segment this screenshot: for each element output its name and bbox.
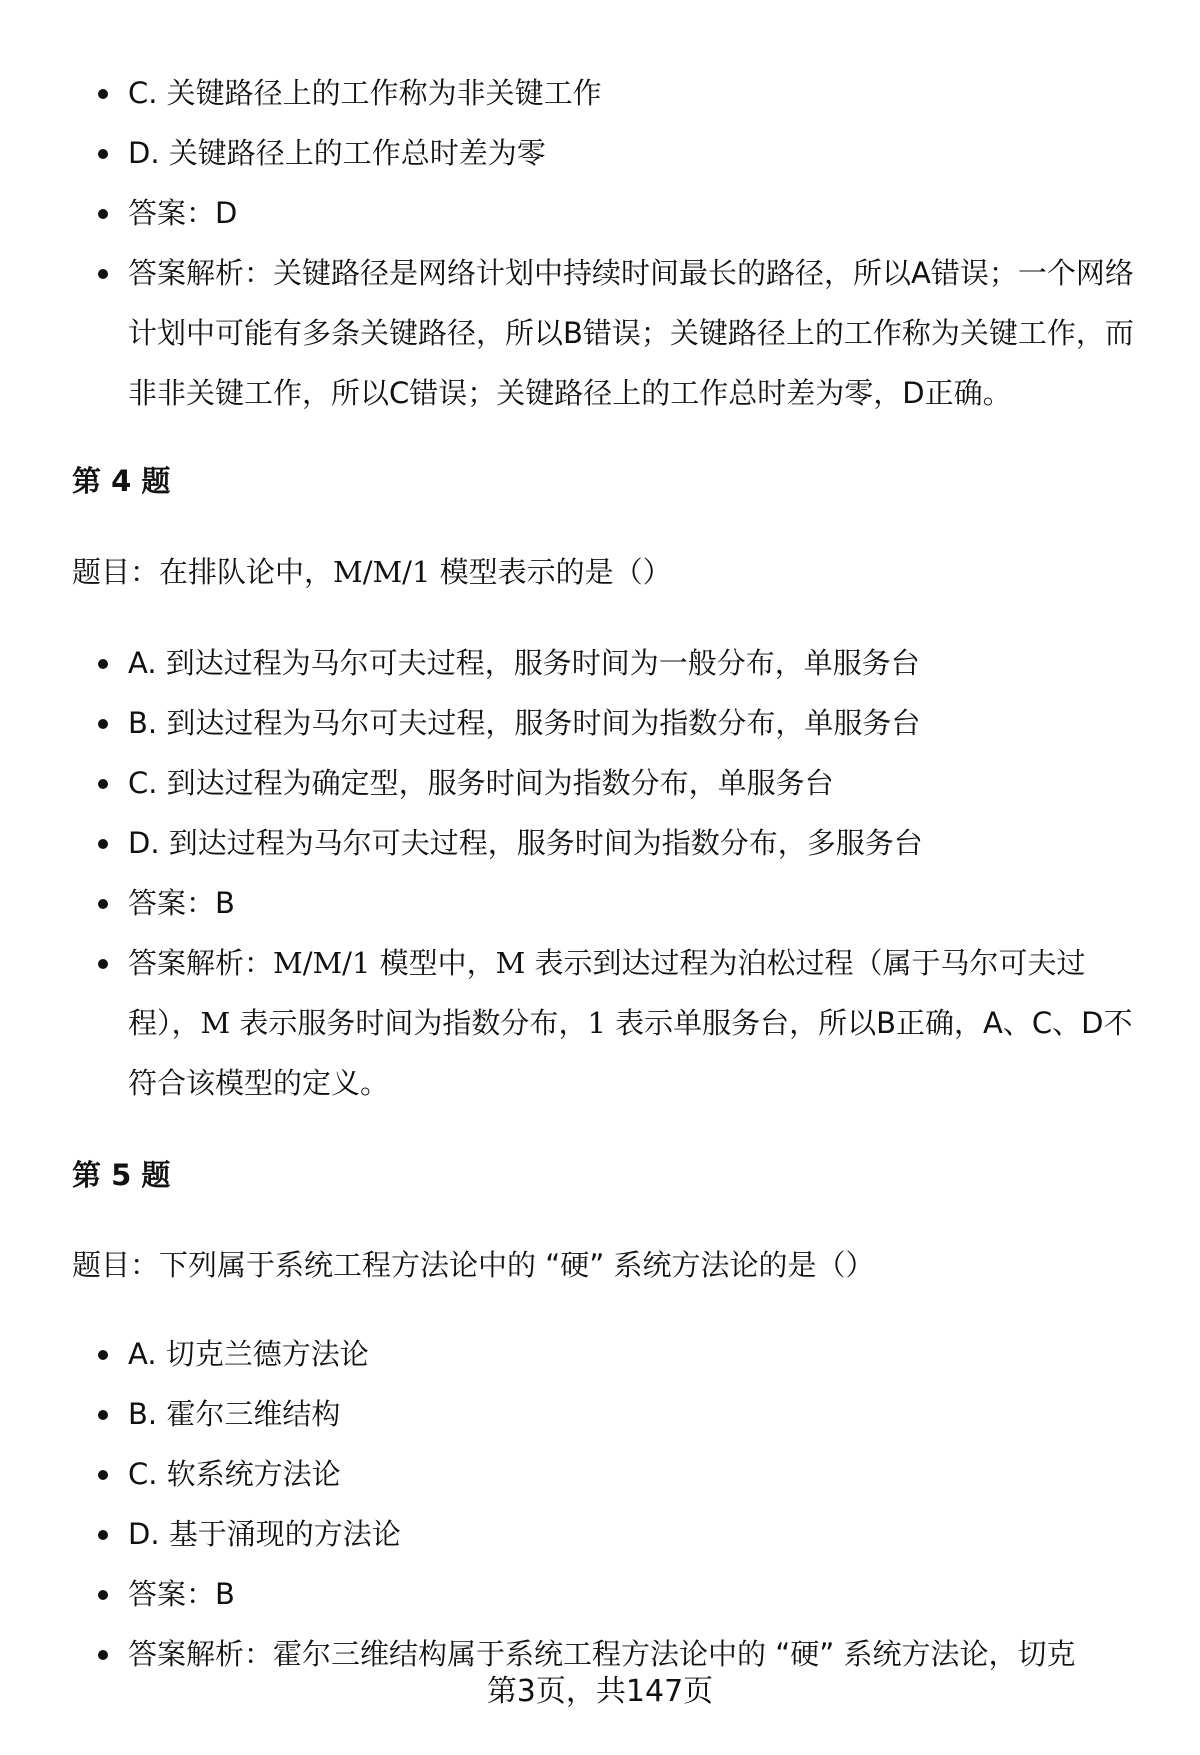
explanation-part: 模型中， — [370, 946, 496, 980]
question-4-heading: 第 4 题 — [72, 464, 171, 498]
q5-option-list — [128, 1324, 1138, 1684]
option-a-text: A. 切克兰德方法论 — [128, 1337, 369, 1371]
list-item — [128, 1384, 1138, 1444]
option-a-text: A. 到达过程为马尔可夫过程，服务时间为一般分布，单服务台 — [128, 646, 920, 680]
bullet-icon — [98, 899, 108, 909]
list-item — [128, 693, 1138, 753]
bullet-icon — [98, 1650, 108, 1660]
explanation-text — [128, 946, 1132, 1100]
list-item — [128, 183, 1138, 243]
option-c-text: C. 软系统方法论 — [128, 1457, 341, 1491]
question-5-stem: 题目：下列属于系统工程方法论中的 “硬” 系统方法论的是（） — [72, 1248, 875, 1282]
bullet-icon — [98, 1350, 108, 1360]
list-item — [128, 123, 1138, 183]
bullet-icon — [98, 719, 108, 729]
list-item — [128, 753, 1138, 813]
stem-prefix: 题目：在排队论中， — [72, 555, 334, 589]
explanation-math: M/M/1 — [273, 946, 371, 980]
list-item — [128, 933, 1138, 1113]
explanation-math: 1 — [587, 1006, 606, 1040]
answer-text: 答案：D — [128, 196, 238, 230]
explanation-part: 表示服务时间为指数分布， — [230, 1006, 588, 1040]
list-item — [128, 63, 1138, 123]
bullet-icon — [98, 269, 108, 279]
option-d-text: D. 到达过程为马尔可夫过程，服务时间为指数分布，多服务台 — [128, 826, 923, 860]
bullet-icon — [98, 209, 108, 219]
answer-text: 答案：B — [128, 886, 235, 920]
list-item — [128, 873, 1138, 933]
bullet-icon — [98, 1530, 108, 1540]
option-b-text: B. 到达过程为马尔可夫过程，服务时间为指数分布，单服务台 — [128, 706, 921, 740]
bullet-icon — [98, 1470, 108, 1480]
explanation-text: 答案解析：霍尔三维结构属于系统工程方法论中的 “硬” 系统方法论，切克 — [128, 1637, 1076, 1671]
bullet-icon — [98, 659, 108, 669]
bullet-icon — [98, 779, 108, 789]
explanation-text: 答案解析：关键路径是网络计划中持续时间最长的路径，所以A错误；一个网络计划中可能有多条关键路径，所以B错误；关键路径上的工作称为关键工作，而非非关键工作，所以C错误；关键路径上的工作总时差为零，D正确。 — [128, 256, 1134, 410]
bullet-icon — [98, 149, 108, 159]
page-number-footer: 第3页，共147页 — [486, 1674, 714, 1709]
q4-option-list — [128, 633, 1138, 1113]
question-5-heading: 第 5 题 — [72, 1158, 171, 1192]
bullet-icon — [98, 1410, 108, 1420]
list-item — [128, 1324, 1138, 1384]
bullet-icon — [98, 1590, 108, 1600]
explanation-part: 答案解析： — [128, 946, 274, 980]
stem-suffix: 模型表示的是（） — [430, 555, 672, 589]
q3-option-list — [128, 63, 1138, 423]
explanation-math: M — [495, 946, 526, 980]
question-4-stem — [72, 552, 672, 592]
bullet-icon — [98, 959, 108, 969]
stem-math: M/M/1 — [333, 555, 431, 589]
option-c-text: C. 关键路径上的工作称为非关键工作 — [128, 76, 602, 110]
option-d-text: D. 基于涌现的方法论 — [128, 1517, 401, 1551]
explanation-part: 表示到达过程为泊松过程（属于马尔可夫过程）， — [128, 946, 1086, 1040]
option-c-text: C. 到达过程为确定型，服务时间为指数分布，单服务台 — [128, 766, 834, 800]
option-b-text: B. 霍尔三维结构 — [128, 1397, 341, 1431]
list-item — [128, 1444, 1138, 1504]
list-item — [128, 633, 1138, 693]
list-item — [128, 243, 1138, 423]
explanation-part: 表示单服务台，所以B正确，A、C、D不符合该模型的定义。 — [128, 1006, 1133, 1100]
list-item — [128, 1504, 1138, 1564]
option-d-text: D. 关键路径上的工作总时差为零 — [128, 136, 546, 170]
bullet-icon — [98, 89, 108, 99]
list-item — [128, 813, 1138, 873]
bullet-icon — [98, 839, 108, 849]
list-item — [128, 1564, 1138, 1624]
answer-text: 答案：B — [128, 1577, 235, 1611]
explanation-math: M — [200, 1006, 231, 1040]
